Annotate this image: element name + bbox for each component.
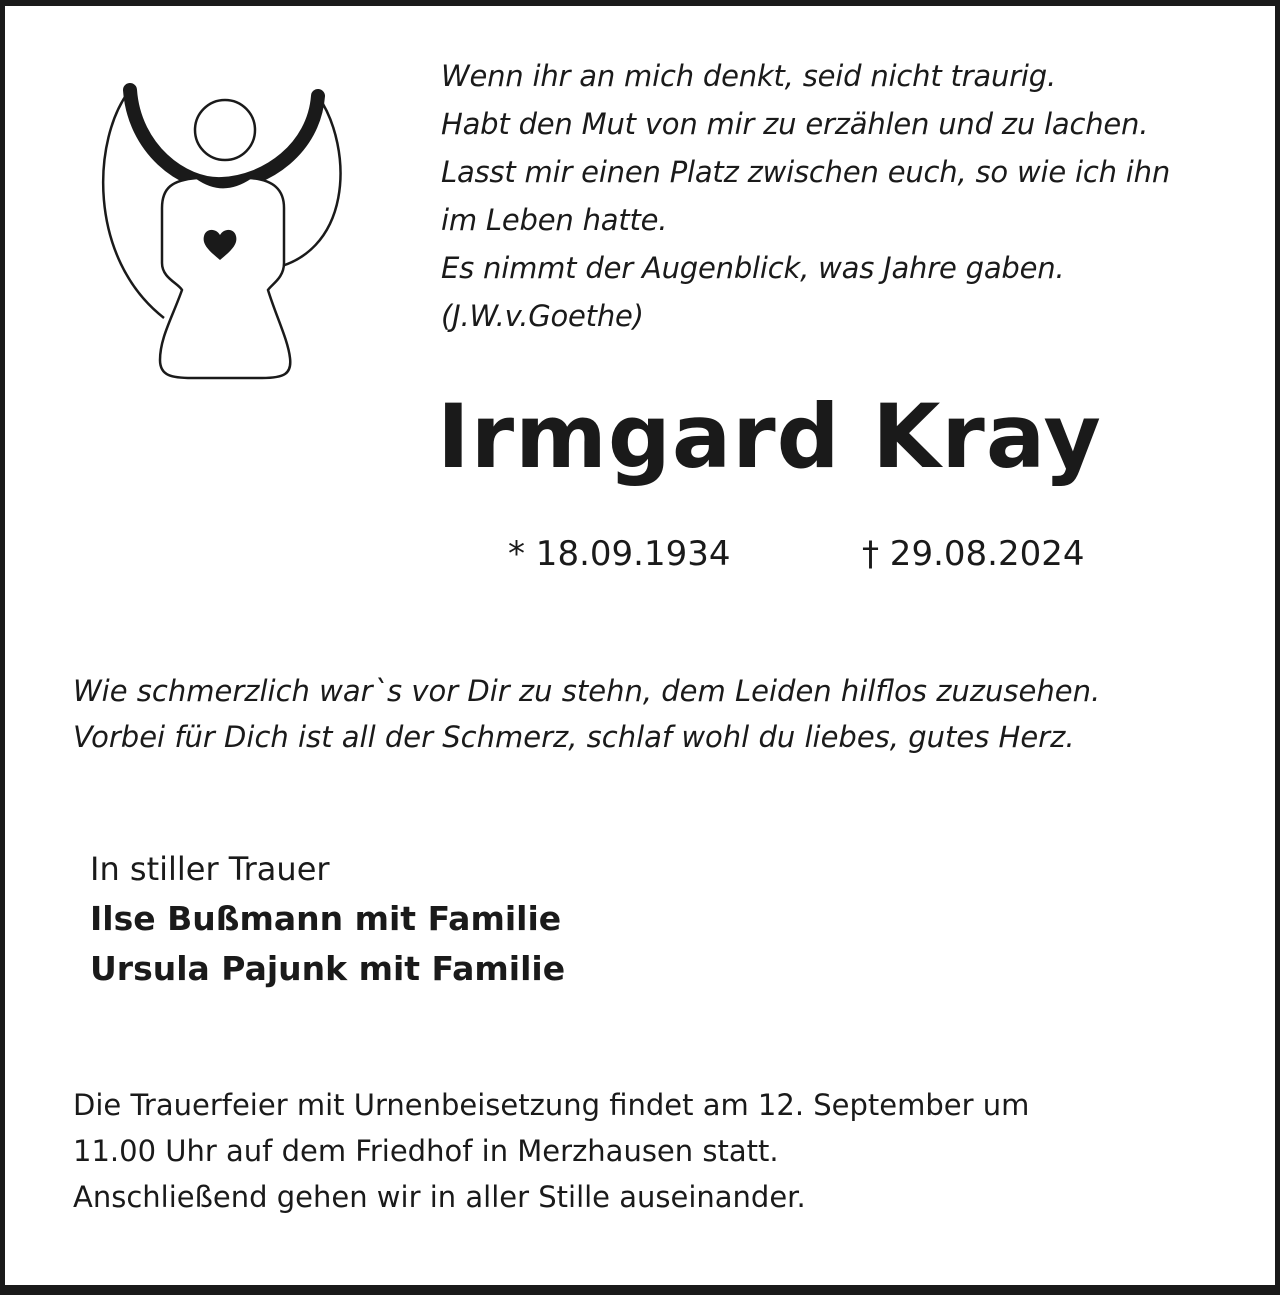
notice-line: Die Trauerfeier mit Urnenbeisetzung findet am 12. September um — [73, 1088, 1030, 1122]
poem-line: im Leben hatte. — [441, 203, 668, 237]
notice-line: Anschließend gehen wir in aller Stille auseinander. — [73, 1180, 806, 1214]
poem-line: Wenn ihr an mich denkt, seid nicht traurig. — [441, 59, 1056, 93]
verse-line: Vorbei für Dich ist all der Schmerz, schlaf wohl du liebes, gutes Herz. — [73, 720, 1075, 754]
mourners-intro: In stiller Trauer — [90, 850, 330, 888]
poem-line: Es nimmt der Augenblick, was Jahre gaben. — [441, 251, 1065, 285]
verse-line: Wie schmerzlich war`s vor Dir zu stehn, dem Leiden hilflos zuzusehen. — [73, 674, 1101, 708]
memorial-verse — [73, 668, 1100, 760]
mourner-family: Ursula Pajunk mit Familie — [90, 949, 566, 988]
notice-line: 11.00 Uhr auf dem Friedhof in Merzhausen statt. — [73, 1134, 779, 1168]
mourner-family: Ilse Bußmann mit Familie — [90, 899, 562, 938]
death-date: † 29.08.2024 — [862, 534, 1085, 574]
mourners-block — [90, 844, 565, 994]
funeral-notice — [73, 1082, 1029, 1220]
birth-date: * 18.09.1934 — [508, 534, 731, 574]
angel-icon — [92, 78, 352, 388]
poem-line: Lasst mir einen Platz zwischen euch, so wie ich ihn — [441, 155, 1171, 189]
poem-author: (J.W.v.Goethe) — [441, 299, 644, 333]
deceased-name: Irmgard Kray — [437, 385, 1102, 488]
poem-line: Habt den Mut von mir zu erzählen und zu lachen. — [441, 107, 1149, 141]
poem-quote — [441, 52, 1241, 340]
